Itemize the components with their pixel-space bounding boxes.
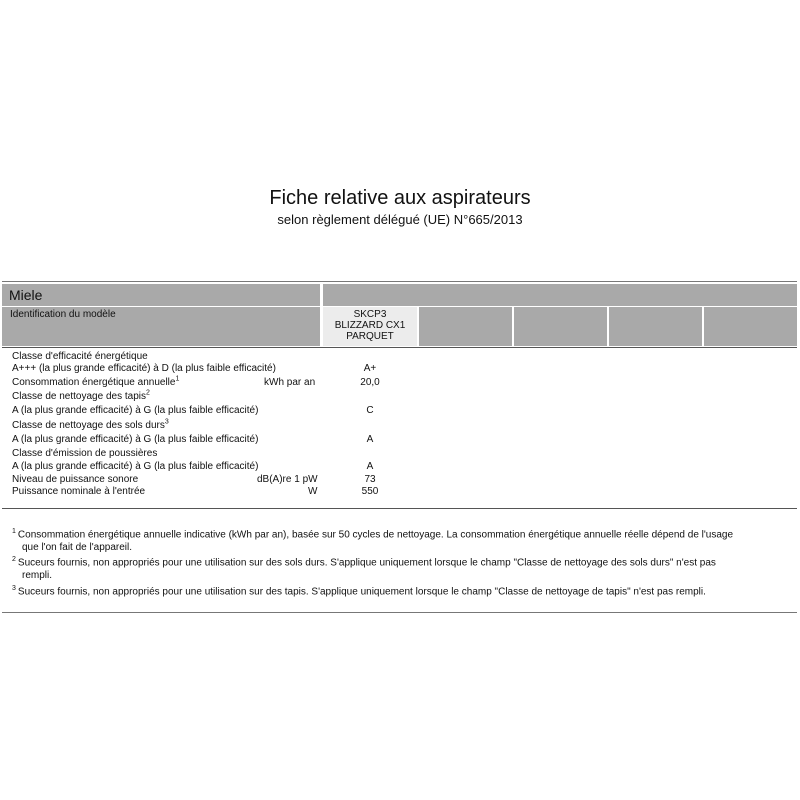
footnote-1: $^1$ Consommation énergétique annuelle indicative (kWh par an), basée sur 50 cycles de nettoyage. La consommation énergétique annuelle réelle dépend de l'usage que l'on fait de l'appareil.	[12, 528, 734, 554]
spec-row-label: A (la plus grande efficacité) à G (la plus faible efficacité)	[12, 461, 259, 472]
brand-cell	[2, 284, 320, 306]
spec-row-label: Classe de nettoyage des tapis$^2$	[12, 389, 150, 402]
model-column-2	[419, 307, 512, 346]
spec-row-label: Niveau de puissance sonore	[12, 474, 139, 485]
spec-row-unit: dB(A)re 1 pW	[257, 474, 318, 485]
footnote-2: $^2$ Suceurs fournis, non appropriés pour une utilisation sur des sols durs. S'applique uniquement lorsque le champ "Classe de nettoyage des sols durs" n'est pas rempli.	[12, 556, 716, 582]
spec-row-value: 550	[361, 486, 379, 497]
spec-row-label: A (la plus grande efficacité) à G (la plus faible efficacité)	[12, 405, 259, 416]
brand-name: Miele	[9, 287, 43, 303]
model-name-line: PARQUET	[346, 331, 394, 342]
brand-row-fill	[323, 284, 797, 306]
model-name-line: SKCP3	[353, 309, 387, 320]
spec-row-label: A (la plus grande efficacité) à G (la plus faible efficacité)	[12, 434, 259, 445]
model-row	[2, 307, 797, 346]
page-subtitle: selon règlement délégué (UE) N°665/2013	[277, 212, 523, 227]
model-name-line: BLIZZARD CX1	[334, 320, 406, 331]
spec-row-unit: kWh par an	[264, 377, 316, 388]
model-column-4	[609, 307, 702, 346]
spec-row-unit: W	[308, 486, 318, 497]
spec-row-value: 20,0	[360, 377, 380, 388]
spec-row-label: Classe d'efficacité énergétique	[12, 351, 148, 362]
spec-row-label: Classe d'émission de poussières	[12, 448, 158, 459]
model-column-1	[323, 307, 417, 346]
product-fiche-table	[2, 281, 797, 613]
header-divider	[2, 347, 797, 348]
spec-row-value: 73	[364, 474, 376, 485]
model-label-cell	[2, 307, 320, 346]
footnote-divider	[2, 508, 797, 509]
spec-row-label: Classe de nettoyage des sols durs$^3$	[12, 418, 169, 431]
spec-row-value: A+	[363, 363, 377, 374]
spec-row-label: Puissance nominale à l'entrée	[12, 486, 146, 497]
brand-row	[2, 284, 797, 306]
spec-row-label: A+++ (la plus grande efficacité) à D (la plus faible efficacité)	[12, 363, 276, 374]
page-title: Fiche relative aux aspirateurs	[269, 187, 531, 209]
spec-row-label: Consommation énergétique annuelle$^1$	[12, 375, 180, 388]
model-label: Identification du modèle	[10, 309, 116, 320]
model-column-3	[514, 307, 607, 346]
model-column-5	[704, 307, 797, 346]
footnote-3: $^3$ Suceurs fournis, non appropriés pour une utilisation sur des tapis. S'applique uniquement lorsque le champ "Classe de nettoyage de tapis" n'est pas rempli.	[12, 585, 706, 598]
model-name	[323, 309, 417, 342]
spec-row-value: A	[366, 434, 374, 445]
spec-row-value: A	[366, 461, 374, 472]
spec-row-value: C	[366, 405, 374, 416]
